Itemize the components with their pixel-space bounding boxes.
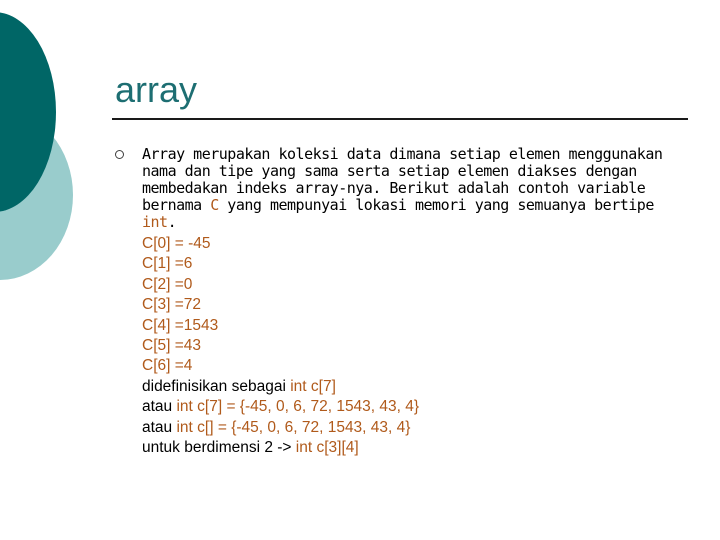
bullet-content [142, 146, 682, 458]
assignment-line-1: C[1] =6 [142, 255, 193, 273]
slide-title: array [115, 69, 198, 110]
intro-text: Array merupakan koleksi data dimana setiap elemen menggunakan nama dan tipe yang sama serta setiap elemen diakses dengan membedakan indeks array-nya. Berikut adalah contoh variable bernama [142, 145, 663, 214]
assignment-line-5: C[5] =43 [142, 337, 202, 355]
alt2-code: int c[] = {-45, 0, 6, 72, 1543, 43, 4} [176, 418, 411, 436]
assignment-line-0: C[0] = -45 [142, 235, 211, 252]
assignment-line-6: C[6] =4 [142, 357, 193, 375]
twod-code: int c[3][4] [295, 439, 359, 457]
hollow-circle-bullet-icon [115, 150, 124, 159]
declaration-prefix: didefinisikan sebagai [142, 377, 291, 395]
variable-name-highlight: C [210, 196, 219, 214]
declaration-code: int c[7] [290, 377, 336, 395]
two-dimension-line [142, 438, 682, 458]
alt1-prefix: atau [142, 398, 177, 416]
assignment-line-4: C[4] =1543 [142, 316, 219, 334]
assignment-line-3: C[3] =72 [142, 296, 202, 314]
alt1-code: int c[7] = {-45, 0, 6, 72, 1543, 43, 4} [176, 398, 420, 416]
alternative-declaration-line-2 [142, 418, 682, 438]
intro-text-end: . [167, 213, 177, 231]
type-highlight: int [142, 213, 168, 231]
alternative-declaration-line-1 [142, 397, 682, 417]
intro-paragraph [142, 146, 682, 231]
declaration-line [142, 377, 682, 397]
alt2-prefix: atau [142, 418, 177, 436]
title-underline [112, 118, 688, 120]
twod-prefix: untuk berdimensi 2 -> [142, 439, 296, 457]
intro-text-middle: yang mempunyai lokasi memori yang semuanya bertipe [218, 196, 654, 214]
decorative-teal-shapes [0, 0, 90, 300]
assignment-line-2: C[2] =0 [142, 275, 193, 293]
